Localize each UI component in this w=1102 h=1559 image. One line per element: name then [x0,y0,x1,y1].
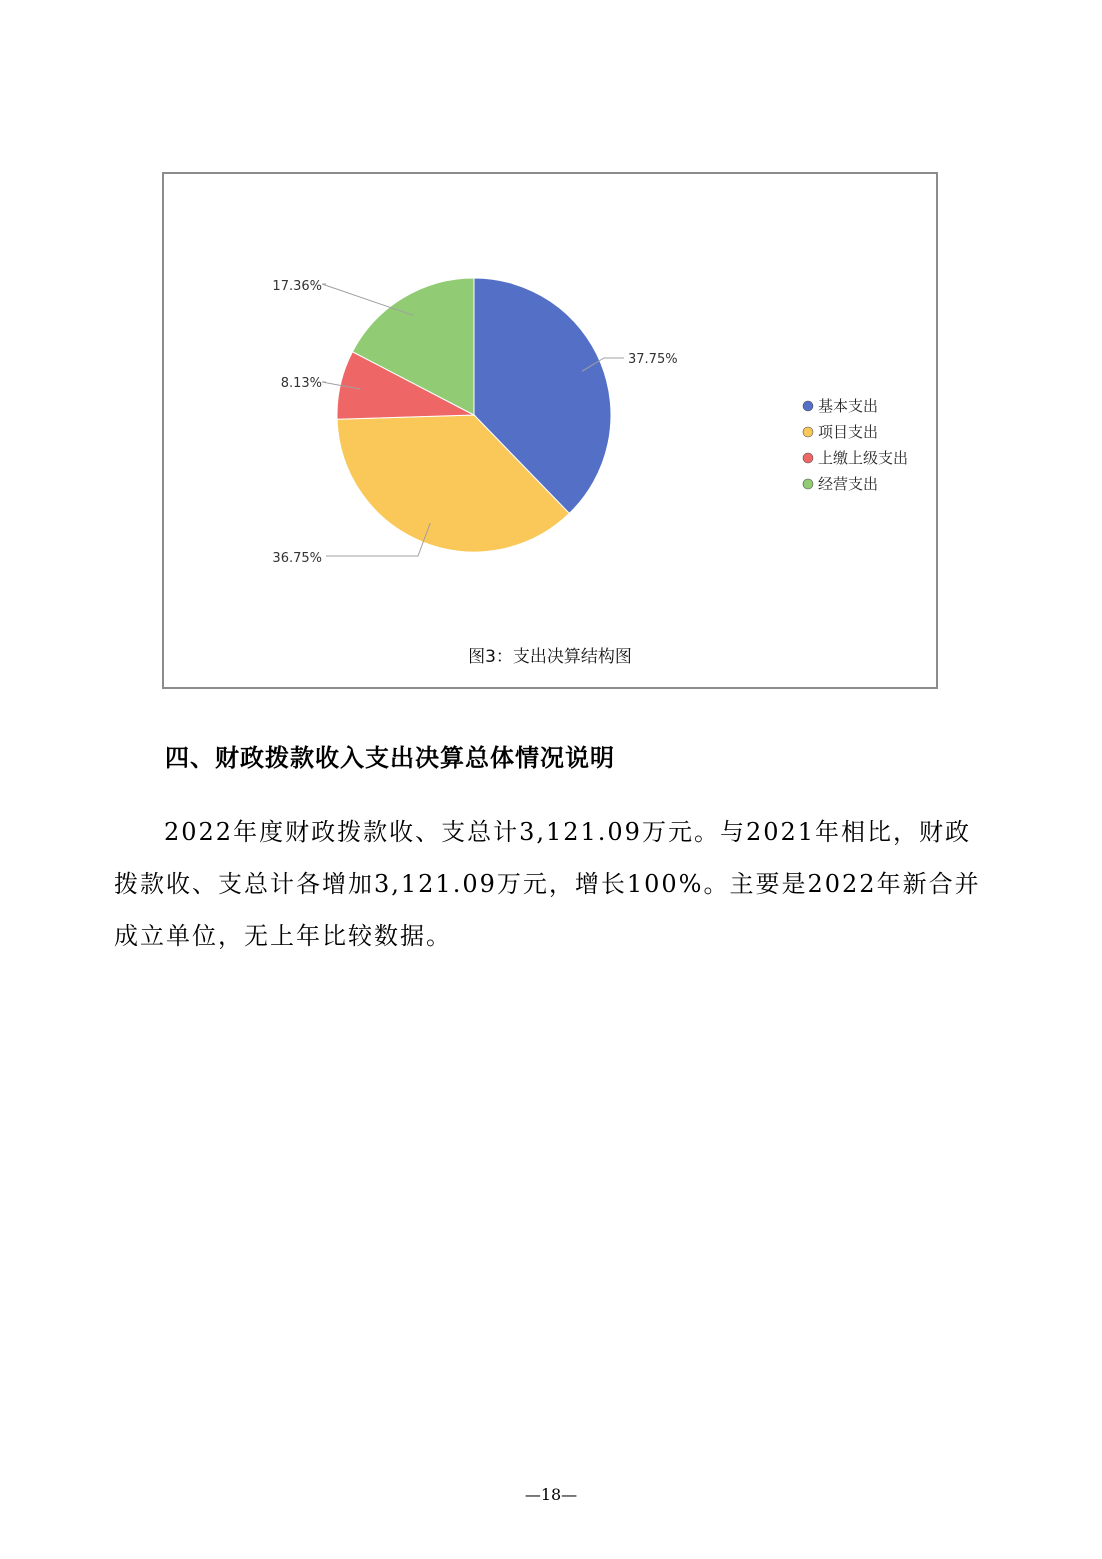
legend-marker-0 [803,401,813,411]
legend-marker-3 [803,479,813,489]
pie-label-0: 37.75% [628,352,678,367]
legend-label-0: 基本支出 [818,397,879,415]
legend-marker-1 [803,427,813,437]
section-heading: 四、财政拨款收入支出决算总体情况说明 [165,744,615,772]
page-number: —18— [524,1485,578,1504]
pie-chart [164,174,936,687]
chart-frame [162,172,938,689]
chart-title: 图3：支出决算结构图 [468,647,632,667]
pie-label-1: 36.75% [272,551,322,566]
body-paragraph: 2022年度财政拨款收、支总计3,121.09万元。与2021年相比，财政拨款收、支总计各增加3,121.09万元，增长100%。主要是2022年新合并成立单位，无上年比较数据。 [114,818,981,950]
legend-marker-2 [803,453,813,463]
legend-label-2: 上缴上级支出 [818,449,909,467]
pie-label-3: 17.36% [272,279,322,294]
pie-label-2: 8.13% [280,376,322,391]
legend-label-3: 经营支出 [818,475,879,493]
legend-label-1: 项目支出 [818,423,879,441]
